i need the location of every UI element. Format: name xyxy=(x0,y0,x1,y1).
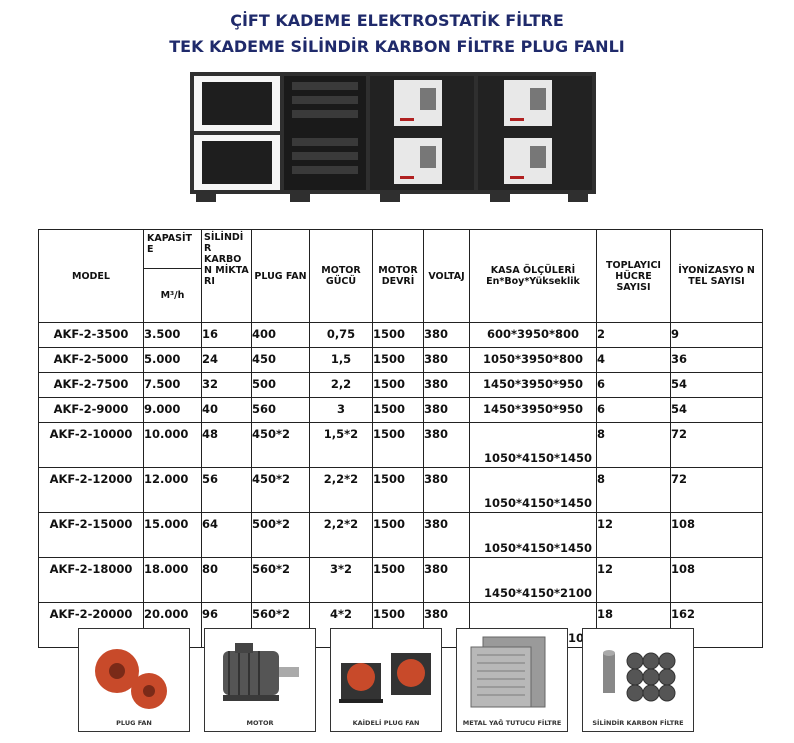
header-kapasite-unit: M³/h xyxy=(144,269,202,323)
motor-devri-cell: 1500 xyxy=(373,398,424,423)
motor-gucu-cell: 3*2 xyxy=(310,558,373,603)
model-cell: AKF-2-15000 xyxy=(39,513,144,558)
table-row xyxy=(39,558,763,603)
iyonizasyon-cell: 162 xyxy=(671,603,763,648)
title-line-1: ÇİFT KADEME ELEKTROSTATİK FİLTRE xyxy=(230,11,564,30)
silindir-cell: 24 xyxy=(202,348,252,373)
kapasite-cell: 9.000 xyxy=(144,398,202,423)
toplayici-cell: 8 xyxy=(597,468,671,513)
toplayici-cell: 4 xyxy=(597,348,671,373)
kasa-cell xyxy=(470,398,597,423)
silindir-cell: 80 xyxy=(202,558,252,603)
component-label: METAL YAĞ TUTUCU FİLTRE xyxy=(462,719,562,727)
header-toplayici: TOPLAYICI HÜCRE SAYISI xyxy=(597,230,671,323)
table-row xyxy=(39,373,763,398)
component-label: KAİDELİ PLUG FAN xyxy=(352,719,420,727)
silindir-cell: 64 xyxy=(202,513,252,558)
model-cell: AKF-2-3500 xyxy=(39,323,144,348)
motor-gucu-cell: 3 xyxy=(310,398,373,423)
plug-fan-cell: 400 xyxy=(252,323,310,348)
model-cell: AKF-2-20000 xyxy=(39,603,144,648)
model-cell: AKF-2-9000 xyxy=(39,398,144,423)
component-label: SİLİNDİR KARBON FİLTRE xyxy=(592,719,684,727)
motor-devri-cell: 1500 xyxy=(373,513,424,558)
motor-gucu-cell: 2,2*2 xyxy=(310,513,373,558)
iyonizasyon-cell: 108 xyxy=(671,513,763,558)
kapasite-cell: 3.500 xyxy=(144,323,202,348)
kasa-value: 1450*4150*2100 xyxy=(483,586,593,600)
kasa-cell xyxy=(470,468,597,513)
toplayici-cell: 18 xyxy=(597,603,671,648)
kapasite-cell: 15.000 xyxy=(144,513,202,558)
carbon-cylinder-icon xyxy=(587,633,689,713)
model-cell: AKF-2-10000 xyxy=(39,423,144,468)
plug-fan-cell: 560 xyxy=(252,398,310,423)
motor-gucu-cell: 2,2*2 xyxy=(310,468,373,513)
header-kapasite: KAPASİT E xyxy=(144,230,202,269)
plug-fan-cell: 450*2 xyxy=(252,468,310,513)
kapasite-cell: 12.000 xyxy=(144,468,202,513)
plug-fan-cell: 560*2 xyxy=(252,558,310,603)
iyonizasyon-cell: 54 xyxy=(671,398,763,423)
kasa-cell xyxy=(470,373,597,398)
component-card-metal-filter xyxy=(456,628,568,732)
filter-unit-image xyxy=(190,72,596,204)
kapasite-cell: 10.000 xyxy=(144,423,202,468)
motor-devri-cell: 1500 xyxy=(373,423,424,468)
voltaj-cell: 380 xyxy=(424,513,470,558)
kasa-value: 1450*3950*950 xyxy=(482,402,584,416)
motor-gucu-cell: 4*2 xyxy=(310,603,373,648)
voltaj-cell: 380 xyxy=(424,603,470,648)
plug-fan-cell: 500 xyxy=(252,373,310,398)
model-cell: AKF-2-18000 xyxy=(39,558,144,603)
motor-devri-cell: 1500 xyxy=(373,373,424,398)
kasa-value: 600*3950*800 xyxy=(486,327,580,341)
header-motor-gucu: MOTOR GÜCÜ xyxy=(310,230,373,323)
silindir-cell: 32 xyxy=(202,373,252,398)
component-cards xyxy=(78,628,718,732)
model-cell: AKF-2-7500 xyxy=(39,373,144,398)
motor-gucu-cell: 1,5 xyxy=(310,348,373,373)
header-voltaj: VOLTAJ xyxy=(424,230,470,323)
silindir-cell: 40 xyxy=(202,398,252,423)
toplayici-cell: 6 xyxy=(597,373,671,398)
toplayici-cell: 2 xyxy=(597,323,671,348)
component-label: MOTOR xyxy=(246,719,274,727)
motor-gucu-cell: 1,5*2 xyxy=(310,423,373,468)
iyonizasyon-cell: 54 xyxy=(671,373,763,398)
silindir-cell: 16 xyxy=(202,323,252,348)
voltaj-cell: 380 xyxy=(424,373,470,398)
iyonizasyon-cell: 9 xyxy=(671,323,763,348)
metal-filter-icon xyxy=(461,633,563,713)
component-card-base-plug-fan xyxy=(330,628,442,732)
motor-devri-cell: 1500 xyxy=(373,348,424,373)
plug-fan-icon xyxy=(83,633,185,713)
component-card-plug-fan xyxy=(78,628,190,732)
kasa-cell xyxy=(470,513,597,558)
voltaj-cell: 380 xyxy=(424,323,470,348)
header-kasa: KASA ÖLÇÜLERİ En*Boy*Yükseklik xyxy=(470,230,597,323)
motor-devri-cell: 1500 xyxy=(373,558,424,603)
silindir-cell: 56 xyxy=(202,468,252,513)
plug-fan-cell: 450*2 xyxy=(252,423,310,468)
toplayici-cell: 12 xyxy=(597,513,671,558)
kapasite-cell: 7.500 xyxy=(144,373,202,398)
motor-icon xyxy=(209,633,311,713)
table-row xyxy=(39,513,763,558)
base-plug-fan-icon xyxy=(335,633,437,713)
iyonizasyon-cell: 108 xyxy=(671,558,763,603)
table-row xyxy=(39,398,763,423)
kasa-value: 1050*4150*1450 xyxy=(483,496,593,510)
table-row xyxy=(39,468,763,513)
toplayici-cell: 6 xyxy=(597,398,671,423)
kasa-value: 1050*3950*800 xyxy=(482,352,584,366)
component-card-carbon-filter xyxy=(582,628,694,732)
motor-gucu-cell: 0,75 xyxy=(310,323,373,348)
iyonizasyon-cell: 72 xyxy=(671,423,763,468)
toplayici-cell: 8 xyxy=(597,423,671,468)
kasa-value: 1050*4150*1450 xyxy=(483,541,593,555)
voltaj-cell: 380 xyxy=(424,348,470,373)
voltaj-cell: 380 xyxy=(424,398,470,423)
kasa-cell xyxy=(470,558,597,603)
component-card-motor xyxy=(204,628,316,732)
voltaj-cell: 380 xyxy=(424,558,470,603)
motor-devri-cell: 1500 xyxy=(373,468,424,513)
silindir-cell: 48 xyxy=(202,423,252,468)
header-motor-devri: MOTOR DEVRİ xyxy=(373,230,424,323)
kasa-cell xyxy=(470,423,597,468)
kapasite-cell: 5.000 xyxy=(144,348,202,373)
model-cell: AKF-2-12000 xyxy=(39,468,144,513)
motor-gucu-cell: 2,2 xyxy=(310,373,373,398)
kapasite-cell: 20.000 xyxy=(144,603,202,648)
table-row xyxy=(39,423,763,468)
kasa-value: 1050*4150*1450 xyxy=(483,451,593,465)
header-iyonizasyon: İYONİZASYO N TEL SAYISI xyxy=(671,230,763,323)
silindir-cell: 96 xyxy=(202,603,252,648)
table-row xyxy=(39,323,763,348)
voltaj-cell: 380 xyxy=(424,468,470,513)
plug-fan-cell: 450 xyxy=(252,348,310,373)
table-row xyxy=(39,348,763,373)
model-cell: AKF-2-5000 xyxy=(39,348,144,373)
header-model: MODEL xyxy=(39,230,144,323)
toplayici-cell: 12 xyxy=(597,558,671,603)
motor-devri-cell: 1500 xyxy=(373,603,424,648)
component-label: PLUG FAN xyxy=(116,719,152,727)
kasa-cell xyxy=(470,323,597,348)
plug-fan-cell: 500*2 xyxy=(252,513,310,558)
kapasite-cell: 18.000 xyxy=(144,558,202,603)
motor-devri-cell: 1500 xyxy=(373,323,424,348)
kasa-cell xyxy=(470,348,597,373)
iyonizasyon-cell: 72 xyxy=(671,468,763,513)
title-line-2: TEK KADEME SİLİNDİR KARBON FİLTRE PLUG FANLI xyxy=(169,37,625,56)
spec-table xyxy=(38,229,763,648)
plug-fan-cell: 560*2 xyxy=(252,603,310,648)
header-silindir: SİLİNDİ R KARBO N MİKTA RI xyxy=(202,230,252,323)
kasa-value: 1450*3950*950 xyxy=(482,377,584,391)
voltaj-cell: 380 xyxy=(424,423,470,468)
iyonizasyon-cell: 36 xyxy=(671,348,763,373)
header-plug-fan: PLUG FAN xyxy=(252,230,310,323)
